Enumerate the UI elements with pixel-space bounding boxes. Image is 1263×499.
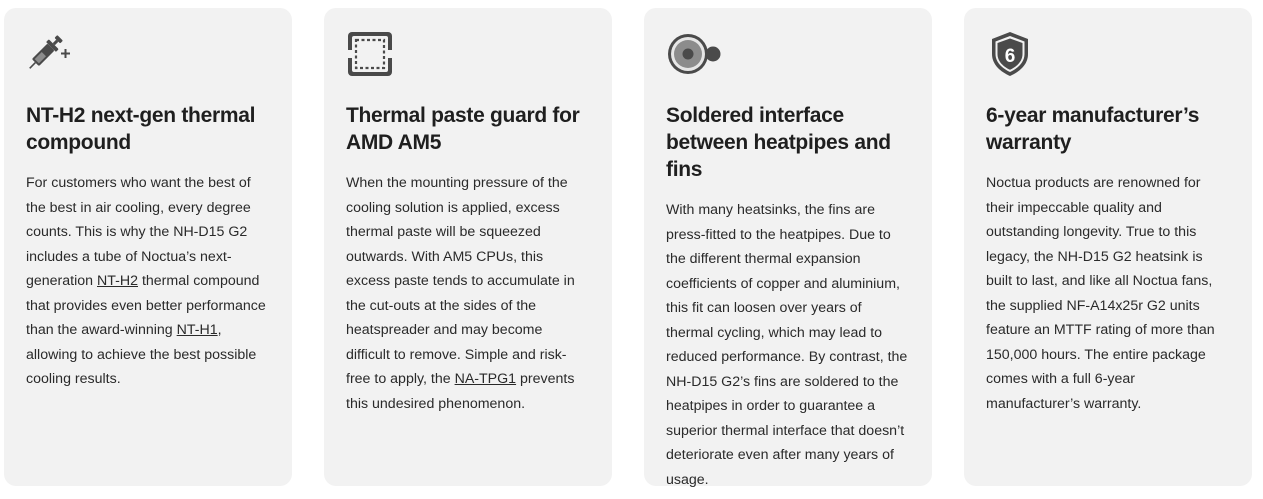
na-tpg1-link[interactable]: NA-TPG1 [454, 371, 517, 387]
solder-joint-icon [666, 30, 714, 78]
nt-h1-link[interactable]: NT-H1 [176, 322, 218, 338]
feature-card-soldered-interface [644, 8, 932, 486]
feature-card-thermal-compound [4, 8, 292, 486]
nt-h2-link[interactable]: NT-H2 [97, 273, 138, 289]
warranty-badge-number: 6 [1004, 46, 1016, 67]
feature-card-paste-guard [324, 8, 612, 486]
syringe-plus-icon [26, 30, 74, 78]
card-description: When the mounting pressure of the cooling solution is applied, excess thermal paste will be squeezed outwards. With AM5 CPUs, this excess paste tends to accumulate in the cut-outs at the sides of the heatspreader and may become difficult to remove. Simple and risk-free to apply, the NA-TPG1 prevents this undesired phenomenon. [346, 175, 575, 412]
card-title: 6-year manufacturer’s warranty [986, 104, 1200, 154]
card-description: With many heatsinks, the fins are press-fitted to the heatpipes. Due to the different thermal expansion coefficients of copper and aluminium, this fit can loosen over years of thermal cycling, which may lead to reduced performance. By contrast, the NH-D15 G2’s fins are soldered to the heatpipes in order to guarantee a superior thermal interface that doesn’t deteriorate even after many years of usage. [666, 202, 908, 488]
card-title: NT-H2 next-gen thermal compound [26, 104, 256, 154]
card-description: Noctua products are renowned for their impeccable quality and outstanding longevity. True to this legacy, the NH-D15 G2 heatsink is built to last, and like all Noctua fans, the supplied NF-A14x25r G2 units feature an MTTF rating of more than 150,000 hours. The entire package comes with a full 6-year manufacturer’s warranty. [986, 175, 1215, 412]
card-description: For customers who want the best of the best in air cooling, every degree counts. This is why the NH-D15 G2 includes a tube of Noctua’s next-generation NT-H2 thermal compound that provides even better performance than the award-winning NT-H1, allowing to achieve the best possible cooling results. [26, 175, 266, 387]
warranty-shield-6-icon [986, 30, 1034, 78]
card-title: Thermal paste guard for AMD AM5 [346, 104, 580, 154]
card-title: Soldered interface between heatpipes and fins [666, 104, 891, 181]
feature-card-warranty [964, 8, 1252, 486]
feature-cards-grid [4, 8, 1252, 486]
paste-guard-icon [346, 30, 394, 78]
